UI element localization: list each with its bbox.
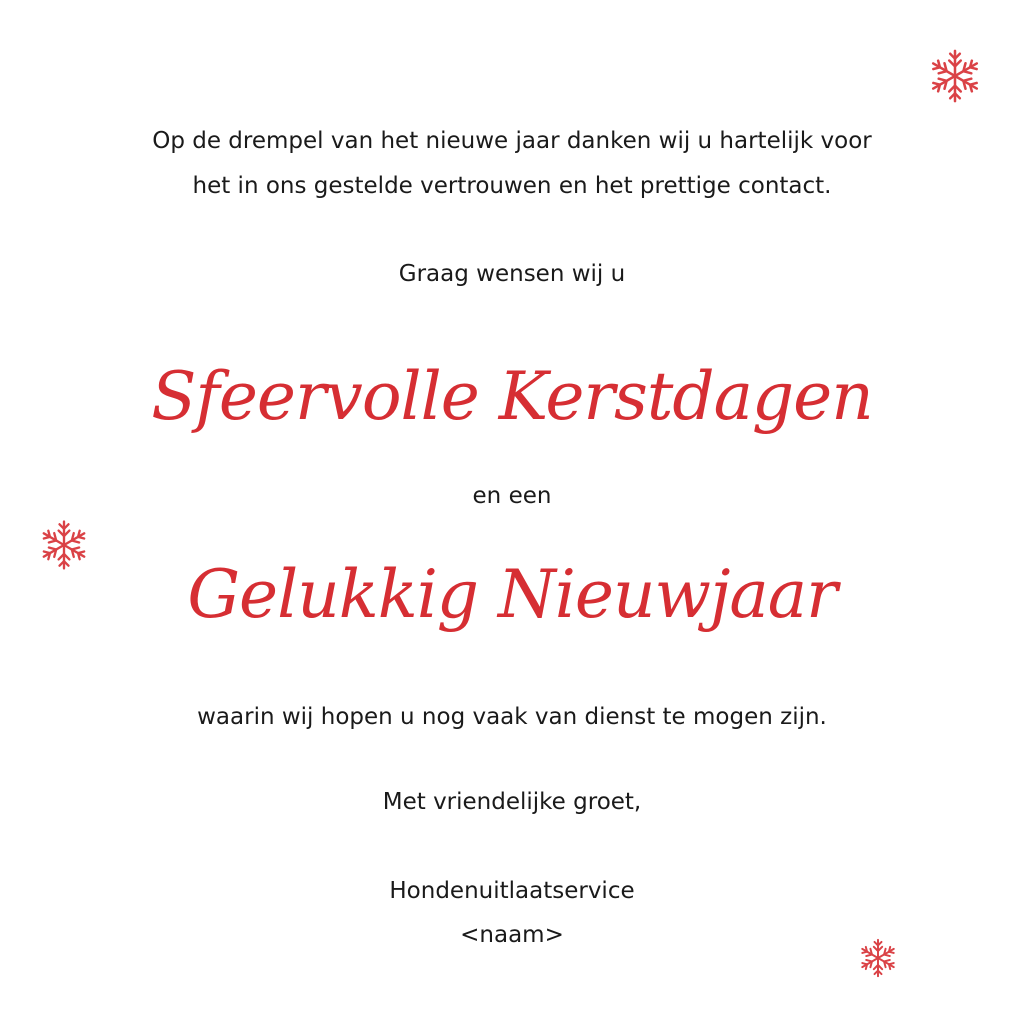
snowflake-icon <box>857 937 899 979</box>
snowflake-icon <box>926 47 984 105</box>
closing-line: Met vriendelijke groet, <box>382 789 642 815</box>
company-name: Hondenuitlaatservice <box>389 878 635 904</box>
intro-line-1: Op de drempel van het nieuwe jaar danken wij u hartelijk voor <box>152 128 872 154</box>
greeting-christmas: Sfeervolle Kerstdagen <box>151 358 873 435</box>
name-placeholder: <naam> <box>460 922 564 948</box>
connector-text: en een <box>472 483 552 509</box>
wish-line: Graag wensen wij u <box>398 261 626 287</box>
greeting-new-year: Gelukkig Nieuwjaar <box>187 556 837 633</box>
intro-line-2: het in ons gestelde vertrouwen en het prettige contact. <box>192 173 832 199</box>
hope-line: waarin wij hopen u nog vaak van dienst te mogen zijn. <box>197 704 827 730</box>
snowflake-icon <box>37 517 91 573</box>
